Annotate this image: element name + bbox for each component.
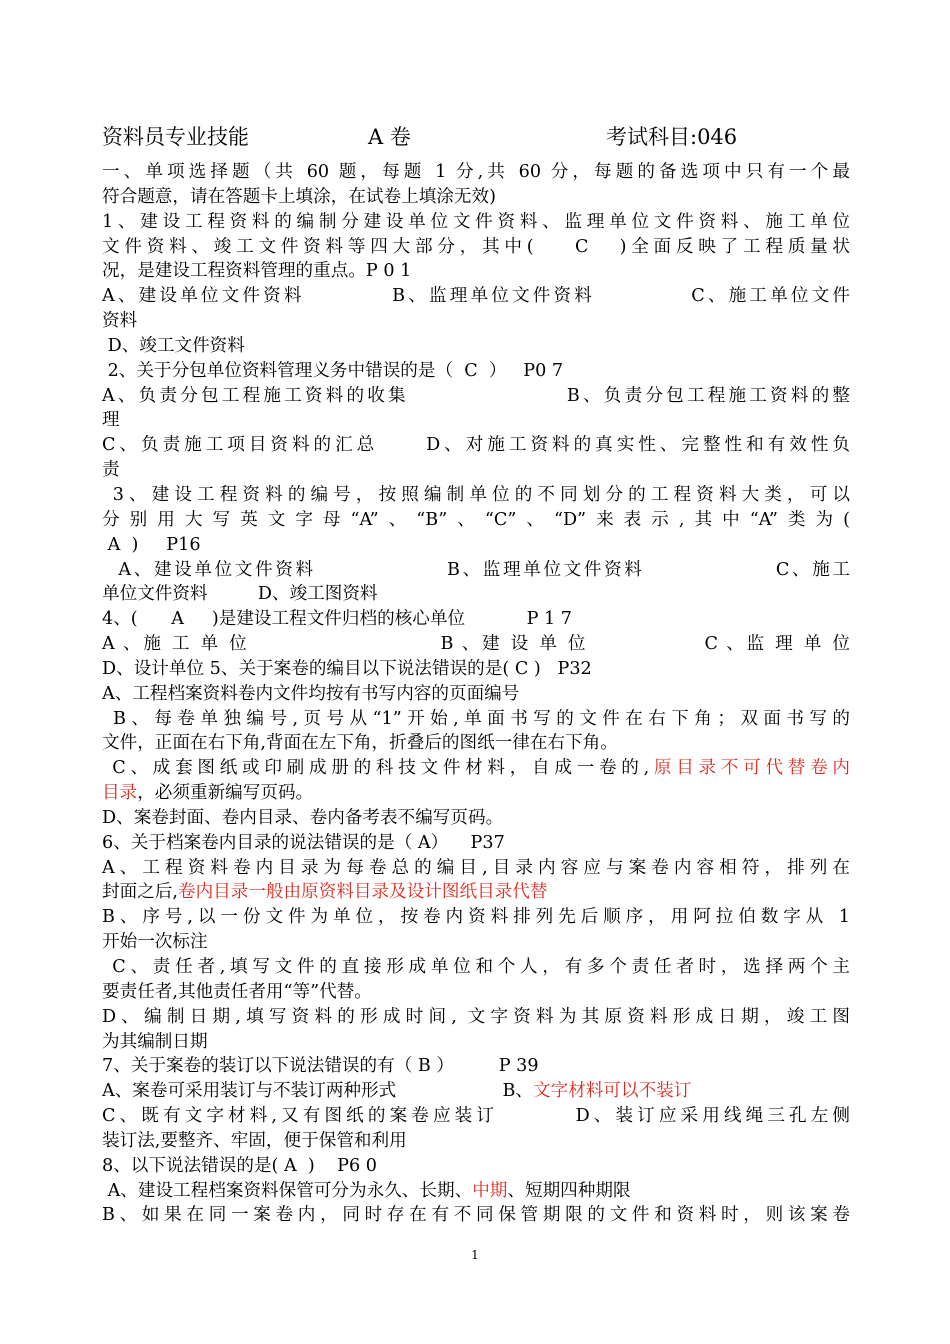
text-line [102,756,850,781]
text-line [102,309,850,334]
exam-header [102,122,850,152]
line-text: 开始一次标注 [102,932,208,953]
text-line [102,905,850,930]
text-line [102,1129,850,1154]
text-line [102,1005,850,1030]
text-line [102,607,850,632]
line-text: D、编制日期,填写资料的形成时间, 文字资料为其原资料形成日期，竣工图 [102,1006,850,1027]
text-line [102,359,850,384]
line-text: 、短期四种期限 [507,1180,631,1201]
line-text: A、工程资料卷内目录为每卷总的编目,目录内容应与案卷内容相符，排列在 [102,857,850,878]
line-text: 理 [102,410,120,431]
text-line [102,806,850,831]
line-text: 7、关于案卷的装订以下说法错误的有（ B ） P 39 [102,1056,539,1077]
line-text: 要责任者,其他责任者用“等”代替。 [102,981,372,1002]
line-text: B、序号,以一份文件为单位，按卷内资料排列先后顺序，用阿拉伯数字从 1 [102,907,850,928]
line-text: B、如果在同一案卷内，同时存在有不同保管期限的文件和资料时，则该案卷 [102,1205,850,1226]
line-text: 文件，正面在右下角,背面在左下角，折叠后的图纸一律在右下角。 [102,733,618,754]
highlighted-text: 原目录不可代替卷内 [649,758,850,779]
line-text: A、案卷可采用装订与不装订两种形式 B、 [102,1081,533,1102]
text-line [102,1054,850,1079]
highlighted-text: 目录 [102,783,138,804]
line-text: C、责任者,填写文件的直接形成单位和个人，有多个责任者时，选择两个主 [102,957,850,977]
line-text: D、案卷封面、卷内目录、卷内备考表不编写页码。 [102,807,504,828]
text-line [102,632,850,657]
highlighted-text: 中期 [472,1180,508,1201]
text-line [102,731,850,756]
line-text: A ) P16 [102,534,201,555]
line-text: A、工程档案资料卷内文件均按有书写内容的页面编号 [102,683,520,704]
text-line [102,483,850,508]
line-text: A、建设工程档案资料保管可分为永久、长期、 [102,1180,473,1201]
text-line [102,259,850,284]
text-line [102,160,850,185]
question-body [102,160,850,1228]
exam-subject-code: 考试科目:046 [606,125,738,149]
text-line [102,1203,850,1228]
line-text: C、负责施工项目资料的汇总 D、对施工资料的真实性、完整性和有效性负 [102,435,850,456]
text-line [102,657,850,682]
text-line [102,334,850,359]
line-text: 符合题意，请在答题卡上填涂，在试卷上填涂无效) [102,186,496,207]
line-text: 责 [102,460,120,481]
highlighted-text: 文字材料可以不装订 [533,1081,692,1102]
text-line [102,533,850,558]
highlighted-text: 卷内目录一般由原资料目录及设计图纸目录代替 [177,882,548,903]
line-text: 文件资料、竣工文件资料等四大部分，其中( C )全面反映了工程质量状 [102,236,850,257]
line-text: A、建设单位文件资料 B、监理单位文件资料 C、施工单位文件 [102,286,850,307]
line-text: C、既有文字材料,又有图纸的案卷应装订 D、装订应采用线绳三孔左侧 [102,1106,850,1127]
line-text: 6、关于档案卷内目录的说法错误的是（ A） P37 [102,832,505,853]
text-line [102,1030,850,1055]
text-line [102,980,850,1005]
line-text: 2、关于分包单位资料管理义务中错误的是（ C ） P0 7 [102,360,564,381]
text-line [102,210,850,235]
paper-version: A 卷 [368,125,411,149]
line-text: B、每卷单独编号,页号从“1”开始,单面书写的文件在右下角；双面书写的 [102,708,850,729]
line-text: 封面之后, [102,882,178,903]
text-line [102,955,850,980]
line-text: 单位文件资料 D、竣工图资料 [102,584,378,605]
line-text: 为其编制日期 [102,1031,208,1052]
line-text: ，必须重新编写页码。 [137,783,314,804]
text-line [102,1104,850,1129]
line-text: 资料 [102,311,138,332]
line-text: 1、建设工程资料的编制分建设单位文件资料、监理单位文件资料、施工单位 [102,211,850,232]
page-number: 1 [471,1248,479,1262]
text-line [102,856,850,881]
text-line [102,284,850,309]
line-text: A 、施 工 单 位 B 、建 设 单 位 C 、监 理 单 位 [102,634,850,655]
text-line [102,1154,850,1179]
text-line [102,831,850,856]
line-text: 3、建设工程资料的编号，按照编制单位的不同划分的工程资料大类，可以 [102,484,850,505]
text-line [102,558,850,583]
text-line [102,582,850,607]
line-text: 况，是建设工程资料管理的重点。P 0 1 [102,261,412,282]
text-line [102,458,850,483]
text-line [102,880,850,905]
text-line [102,707,850,732]
line-text: 8、以下说法错误的是( A ) P6 0 [102,1155,377,1176]
line-text: 装订法,要整齐、牢固，便于保管和利用 [102,1130,407,1151]
line-text: C、成套图纸或印刷成册的科技文件材料，自成一卷的, [102,758,650,779]
text-line [102,930,850,955]
line-text: A、建设单位文件资料 B、监理单位文件资料 C、施工 [102,559,850,580]
text-line [102,682,850,707]
text-line [102,185,850,210]
subject-title: 资料员专业技能 [102,125,249,149]
text-line [102,781,850,806]
line-text: A、负责分包工程施工资料的收集 B、负责分包工程施工资料的整 [102,385,850,406]
line-text: 分别用大写英文字母“A”、“B”、“C”、“D”来表示,其中“A”类为( [102,509,850,530]
text-line [102,508,850,533]
line-text: 一、单项选择题（共 60 题，每题 1 分,共 60 分，每题的备选项中只有一个最 [102,162,850,182]
text-line [102,384,850,409]
line-text: D、设计单位 5、关于案卷的编目以下说法错误的是( C ) P32 [102,658,592,679]
text-line [102,1179,850,1204]
line-text: D、竣工文件资料 [102,335,245,356]
text-line [102,433,850,458]
text-line [102,235,850,260]
text-line [102,408,850,433]
text-line [102,1079,850,1104]
line-text: 4、( A )是建设工程文件归档的核心单位 P 1 7 [102,609,572,630]
